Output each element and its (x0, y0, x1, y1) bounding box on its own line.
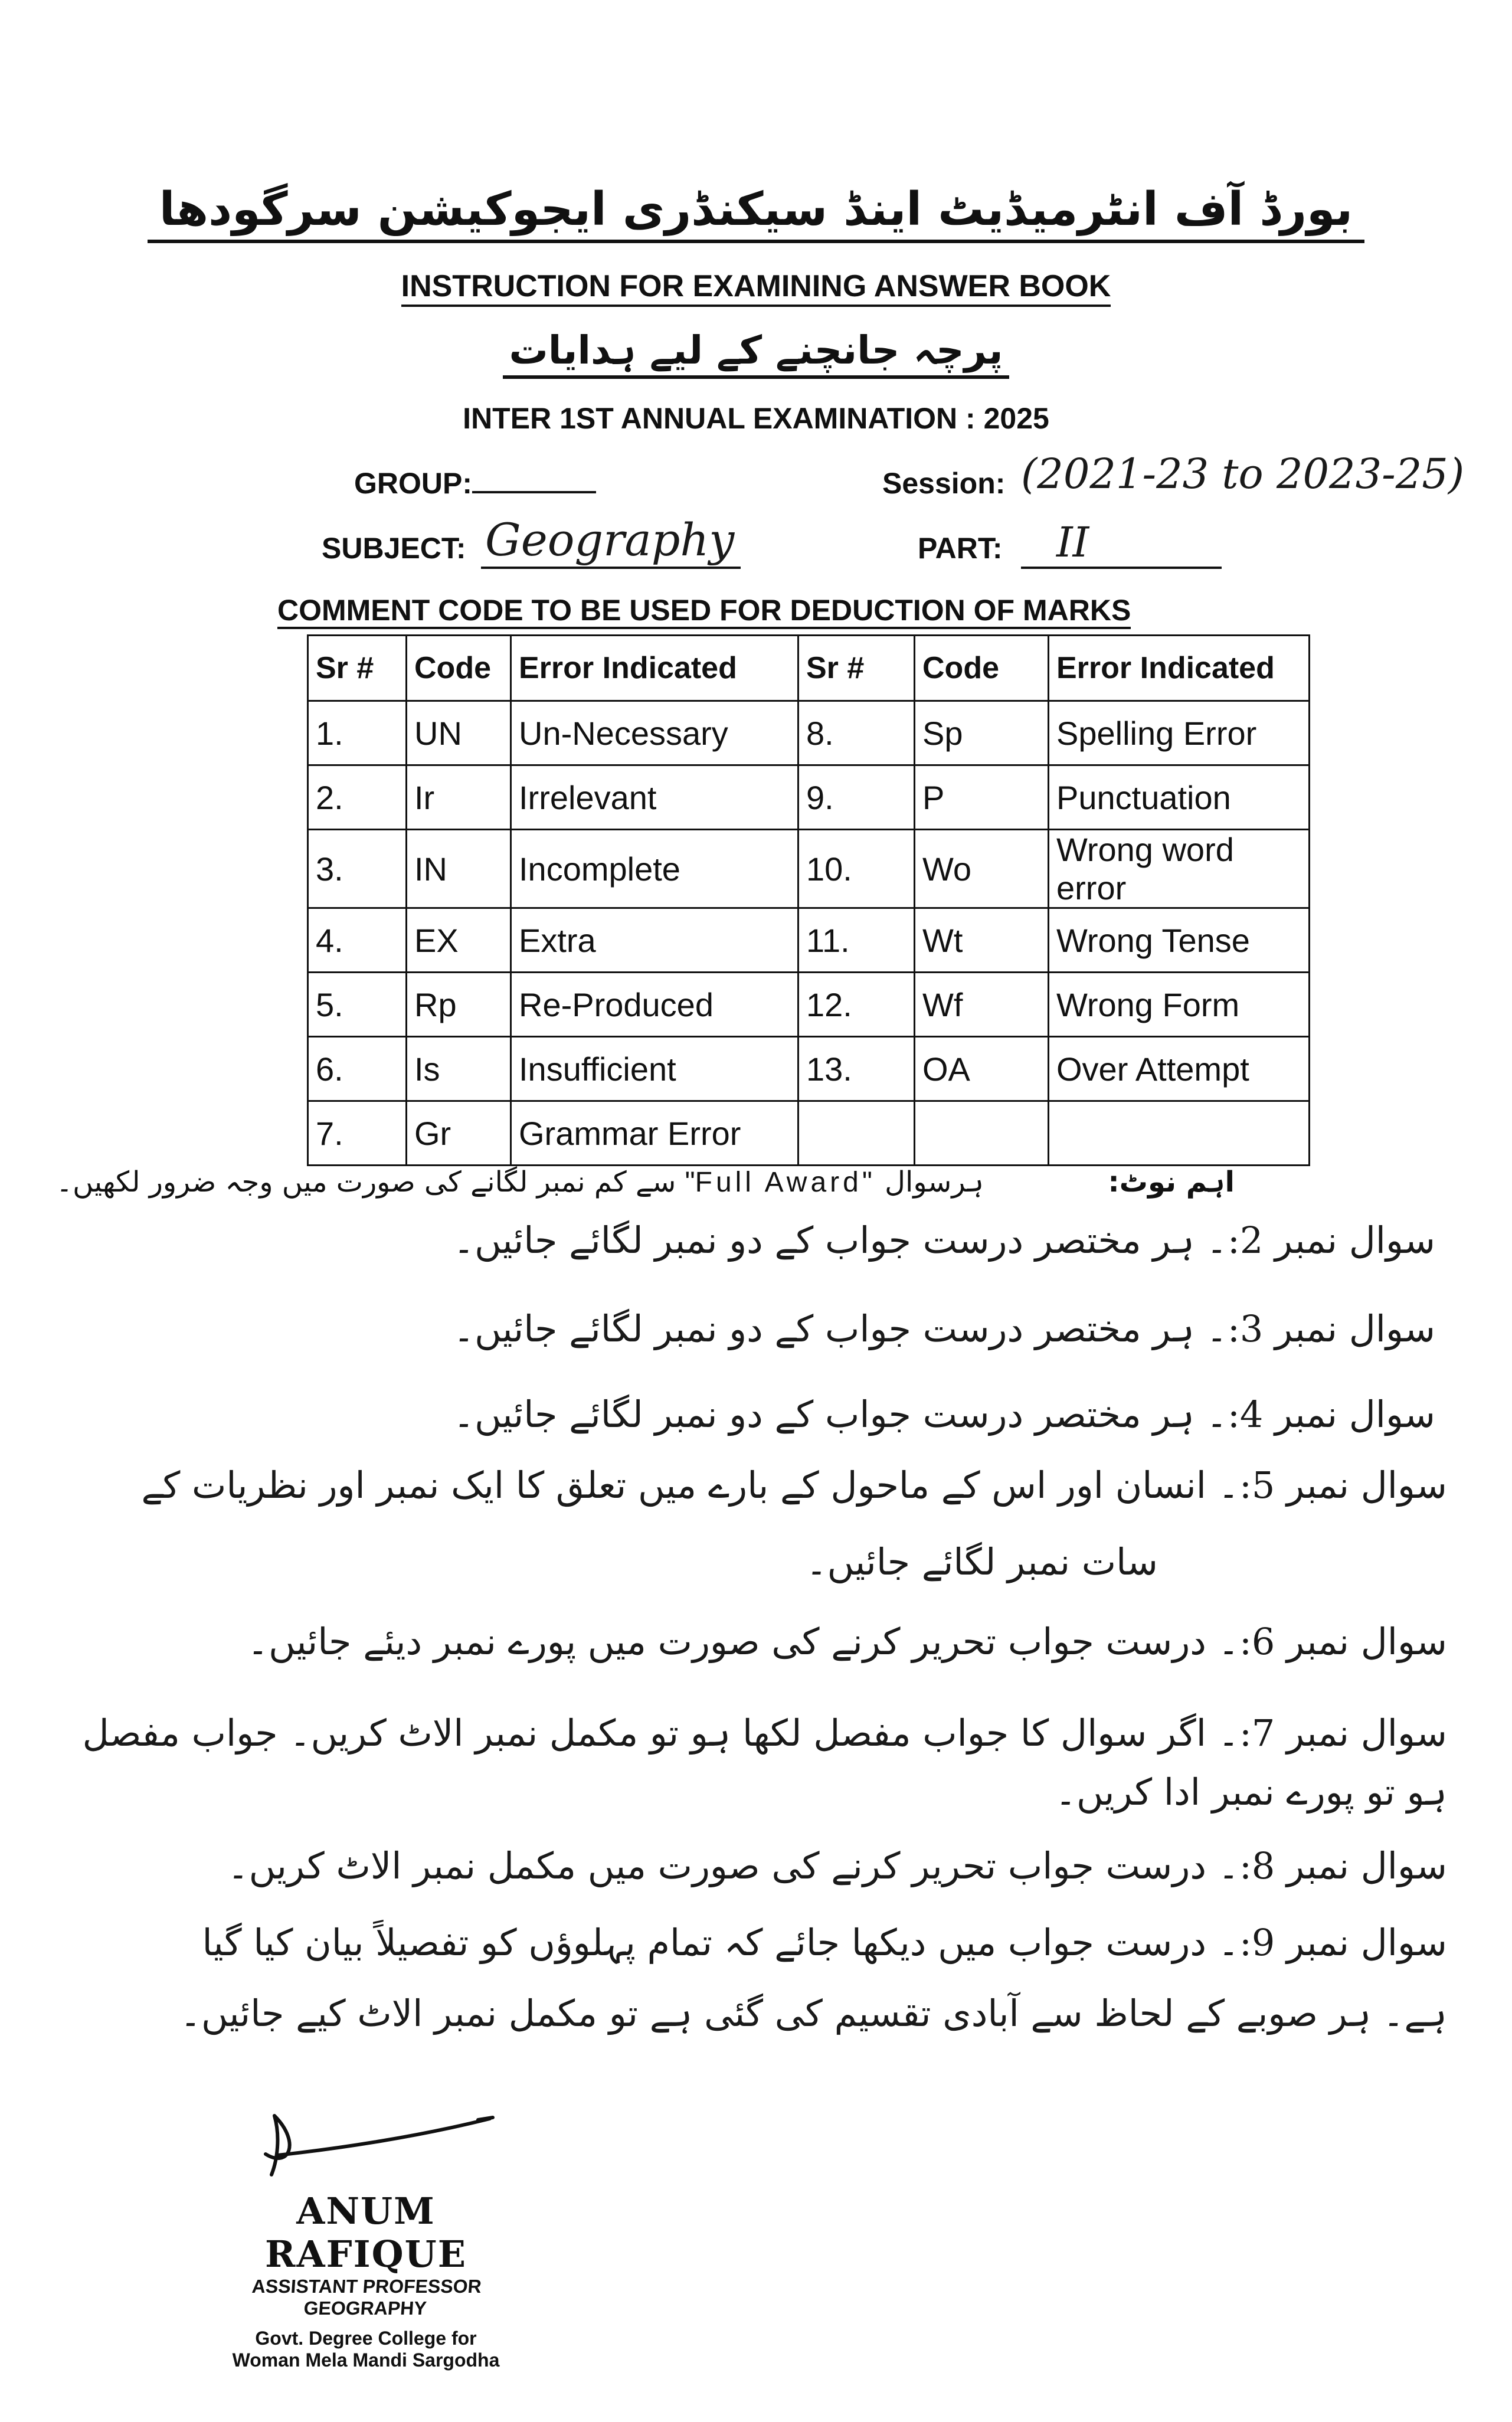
table-cell (1049, 1101, 1310, 1166)
group-label: GROUP: (354, 467, 472, 500)
table-cell: 2. (308, 765, 407, 830)
table-cell: Grammar Error (511, 1101, 798, 1166)
subject-label: SUBJECT: (322, 532, 466, 565)
table-cell: P (915, 765, 1049, 830)
table-cell: UN (407, 701, 511, 765)
table-cell: Wrong word error (1049, 830, 1310, 908)
table-cell: Sp (915, 701, 1049, 765)
table-cell: Un-Necessary (511, 701, 798, 765)
handwritten-line: سوال نمبر 6:۔ درست جواب تحریر کرنے کی صورت میں پورے نمبر دیئے جائیں۔ (247, 1620, 1447, 1663)
table-row (308, 765, 1310, 830)
board-title (0, 183, 1512, 236)
handwritten-line: سات نمبر لگائے جائیں۔ (806, 1540, 1158, 1583)
part-value: II (1056, 518, 1089, 567)
table-cell: 1. (308, 701, 407, 765)
urdu-instruction-text: پرچہ جانچنے کے لیے ہدایات (503, 328, 1009, 379)
table-cell: Re-Produced (511, 973, 798, 1037)
important-note (56, 1166, 1235, 1199)
signature (254, 2101, 502, 2184)
table-cell: Incomplete (511, 830, 798, 908)
table-cell: Extra (511, 908, 798, 973)
table-cell: 3. (308, 830, 407, 908)
table-row (308, 830, 1310, 908)
note-text-b: سے کم نمبر لگانے کی صورت میں وجہ ضرور لکھیں۔ (56, 1166, 676, 1199)
handwritten-line: سوال نمبر 9:۔ درست جواب میں دیکھا جائے کہ تمام پہلوؤں کو تفصیلاً بیان کیا گیا (202, 1921, 1447, 1964)
table-row (308, 908, 1310, 973)
stamp-name: ANUM RAFIQUE (265, 2189, 467, 2276)
table-cell: 5. (308, 973, 407, 1037)
table-cell: OA (915, 1037, 1049, 1101)
table-cell: Wo (915, 830, 1049, 908)
header-sr-2: Sr # (798, 636, 915, 701)
handwritten-line: ہے۔ ہر صوبے کے لحاظ سے آبادی تقسیم کی گئی ہے تو مکمل نمبر الاٹ کیے جائیں۔ (179, 1992, 1447, 2035)
table-cell: Over Attempt (1049, 1037, 1310, 1101)
stamp-line-2: Woman Mela Mandi Sargodha (232, 2349, 500, 2371)
group-value (472, 491, 596, 493)
instruction-title-text: INSTRUCTION FOR EXAMINING ANSWER BOOK (401, 269, 1111, 307)
handwritten-line: سوال نمبر 3:۔ ہر مختصر درست جواب کے دو نمبر لگائے جائیں۔ (453, 1307, 1435, 1350)
board-title-text: بورڈ آف انٹرمیڈیٹ اینڈ سیکنڈری ایجوکیشن سرگودھا (148, 183, 1364, 243)
handwritten-line: سوال نمبر 2:۔ ہر مختصر درست جواب کے دو نمبر لگائے جائیں۔ (453, 1219, 1435, 1262)
note-label: اہم نوٹ: (1108, 1166, 1235, 1199)
table-cell: Is (407, 1037, 511, 1101)
table-cell (798, 1101, 915, 1166)
handwritten-line: سوال نمبر 7:۔ اگر سوال کا جواب مفصل لکھا ہو تو مکمل نمبر الاٹ کریں۔ جواب مفصل (82, 1711, 1447, 1755)
handwritten-line: سوال نمبر 8:۔ درست جواب تحریر کرنے کی صورت میں مکمل نمبر الاٹ کریں۔ (227, 1844, 1447, 1887)
note-text-a: ہرسوال (885, 1166, 984, 1199)
comment-code-heading (277, 593, 1131, 627)
header-sr: Sr # (308, 636, 407, 701)
subject-underline (481, 567, 741, 569)
table-cell: 8. (798, 701, 915, 765)
table-row (308, 1101, 1310, 1166)
urdu-instruction-title (0, 328, 1512, 373)
group-field (354, 466, 596, 500)
table-cell: 7. (308, 1101, 407, 1166)
session-label: Session: (882, 467, 1006, 500)
note-quote: "Full Award" (685, 1167, 876, 1198)
table-cell: Punctuation (1049, 765, 1310, 830)
table-row (308, 973, 1310, 1037)
comment-code-table (307, 634, 1310, 1166)
table-cell: Rp (407, 973, 511, 1037)
part-underline (1021, 567, 1222, 569)
subject-value: Geography (485, 513, 735, 566)
table-cell: Irrelevant (511, 765, 798, 830)
table-cell: Ir (407, 765, 511, 830)
table-cell: 9. (798, 765, 915, 830)
stamp-title: ASSISTANT PROFESSOR GEOGRAPHY (251, 2276, 482, 2319)
table-cell: Wt (915, 908, 1049, 973)
table-row (308, 1037, 1310, 1101)
handwritten-line: سوال نمبر 4:۔ ہر مختصر درست جواب کے دو نمبر لگائے جائیں۔ (453, 1393, 1435, 1436)
instruction-title (0, 269, 1512, 304)
header-code: Code (407, 636, 511, 701)
table-cell: 11. (798, 908, 915, 973)
table-cell (915, 1101, 1049, 1166)
table-cell: 12. (798, 973, 915, 1037)
part-label: PART: (918, 532, 1003, 565)
table-cell: Wrong Form (1049, 973, 1310, 1037)
table-row (308, 701, 1310, 765)
table-cell: Gr (407, 1101, 511, 1166)
table-cell: 4. (308, 908, 407, 973)
table-cell: 13. (798, 1037, 915, 1101)
table-cell: 10. (798, 830, 915, 908)
table-cell: 6. (308, 1037, 407, 1101)
signature-mark (254, 2101, 502, 2184)
header-code-2: Code (915, 636, 1049, 701)
handwritten-line: ہو تو پورے نمبر ادا کریں۔ (1055, 1770, 1447, 1814)
header-error: Error Indicated (511, 636, 798, 701)
handwritten-line: سوال نمبر 5:۔ انسان اور اس کے ماحول کے بارے میں تعلق کا ایک نمبر اور نظریات کے (141, 1464, 1447, 1507)
table-cell: IN (407, 830, 511, 908)
table-cell: EX (407, 908, 511, 973)
official-stamp (201, 2189, 531, 2371)
table-cell: Spelling Error (1049, 701, 1310, 765)
table-cell: Insufficient (511, 1037, 798, 1101)
table-cell: Wrong Tense (1049, 908, 1310, 973)
header-error-2: Error Indicated (1049, 636, 1310, 701)
stamp-line-1: Govt. Degree College for (255, 2328, 477, 2349)
table-header-row (308, 636, 1310, 701)
table-cell: Wf (915, 973, 1049, 1037)
comment-code-heading-text: COMMENT CODE TO BE USED FOR DEDUCTION OF MARKS (277, 594, 1131, 629)
exam-title: INTER 1ST ANNUAL EXAMINATION : 2025 (463, 402, 1049, 435)
session-value: (2021-23 to 2023-25) (1021, 450, 1465, 498)
